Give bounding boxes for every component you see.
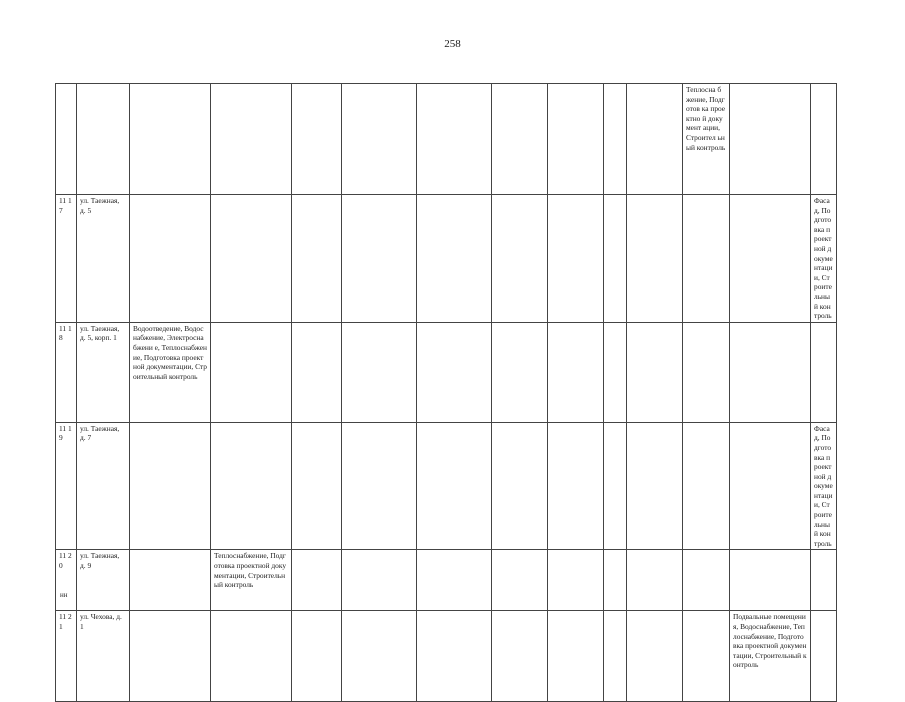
table-body — [56, 84, 837, 702]
work-cell — [492, 550, 548, 611]
work-cell — [811, 84, 837, 195]
work-cell — [627, 322, 683, 422]
work-cell — [292, 195, 342, 323]
work-cell — [730, 322, 811, 422]
work-cell — [604, 195, 627, 323]
work-cell — [130, 550, 211, 611]
work-cell — [548, 84, 604, 195]
table-row — [56, 322, 837, 422]
works-table — [55, 83, 837, 702]
work-cell: Фасад, Подготовка проектной документации, Строительный контроль — [811, 422, 837, 550]
table-row — [56, 422, 837, 550]
work-cell — [292, 84, 342, 195]
work-cell: Теплоснабжение, Подготовка проектной документации, Строительный контроль — [211, 550, 292, 611]
work-cell — [492, 84, 548, 195]
work-cell — [292, 611, 342, 702]
work-cell — [627, 195, 683, 323]
work-cell — [604, 550, 627, 611]
work-cell — [604, 422, 627, 550]
work-cell — [811, 611, 837, 702]
work-cell — [211, 611, 292, 702]
work-cell — [417, 322, 492, 422]
work-cell — [292, 322, 342, 422]
work-cell — [627, 84, 683, 195]
work-cell — [811, 550, 837, 611]
row-number-cell: 11 18 — [56, 322, 77, 422]
address-cell: ул. Таежная, д. 5, корп. 1 — [77, 322, 130, 422]
work-cell — [130, 84, 211, 195]
work-cell — [342, 422, 417, 550]
work-cell — [548, 422, 604, 550]
address-cell — [77, 84, 130, 195]
work-cell — [548, 322, 604, 422]
work-cell — [492, 422, 548, 550]
work-cell — [417, 422, 492, 550]
page-number: 258 — [444, 38, 461, 50]
work-cell: Фасад, Подготовка проектной документации, Строительный контроль — [811, 195, 837, 323]
work-cell — [492, 611, 548, 702]
work-cell — [730, 84, 811, 195]
work-cell — [811, 322, 837, 422]
work-cell — [211, 422, 292, 550]
work-cell — [730, 550, 811, 611]
work-cell — [292, 422, 342, 550]
address-cell: ул. Таежная, д. 7 — [77, 422, 130, 550]
work-cell: Теплосна бжение, Подготов ка проектно й документ ации, Строител ьный контроль — [683, 84, 730, 195]
work-cell — [417, 195, 492, 323]
work-cell — [604, 322, 627, 422]
work-cell — [683, 422, 730, 550]
table-row — [56, 611, 837, 702]
row-number-cell: 11 21 — [56, 611, 77, 702]
work-cell — [627, 611, 683, 702]
address-cell: ул. Таежная, д. 9 — [77, 550, 130, 611]
row-number-cell — [56, 84, 77, 195]
work-cell — [211, 84, 292, 195]
work-cell — [211, 322, 292, 422]
work-cell — [130, 195, 211, 323]
work-cell — [130, 611, 211, 702]
work-cell — [342, 322, 417, 422]
work-cell — [417, 611, 492, 702]
work-cell — [130, 422, 211, 550]
work-cell — [683, 195, 730, 323]
row-number-cell: 11 19 — [56, 422, 77, 550]
footer-mark: нн — [60, 591, 68, 599]
work-cell — [417, 84, 492, 195]
work-cell: Водоотведение, Водоснабжение, Электроснабжени е, Теплоснабжение, Подготовка проектной документации, Строительный контроль — [130, 322, 211, 422]
table-row — [56, 84, 837, 195]
work-cell — [342, 84, 417, 195]
work-cell — [627, 422, 683, 550]
work-cell — [342, 611, 417, 702]
work-cell — [604, 84, 627, 195]
work-cell — [548, 195, 604, 323]
work-cell — [211, 195, 292, 323]
work-cell: Подвальные помещения, Водоснабжение, Теплоснабжение, Подготовка проектной документации, Строительный контроль — [730, 611, 811, 702]
work-cell — [292, 550, 342, 611]
work-cell — [730, 422, 811, 550]
work-cell — [492, 195, 548, 323]
work-cell — [548, 611, 604, 702]
row-number-cell: 11 17 — [56, 195, 77, 323]
work-cell — [627, 550, 683, 611]
work-cell — [683, 611, 730, 702]
work-cell — [342, 195, 417, 323]
table-row — [56, 195, 837, 323]
address-cell: ул. Таежная, д. 5 — [77, 195, 130, 323]
work-cell — [492, 322, 548, 422]
work-cell — [342, 550, 417, 611]
table-row — [56, 550, 837, 611]
work-cell — [604, 611, 627, 702]
address-cell: ул. Чехова, д. 1 — [77, 611, 130, 702]
work-cell — [683, 322, 730, 422]
work-cell — [417, 550, 492, 611]
row-number-cell: 11 20 — [56, 550, 77, 611]
work-cell — [548, 550, 604, 611]
work-cell — [730, 195, 811, 323]
work-cell — [683, 550, 730, 611]
